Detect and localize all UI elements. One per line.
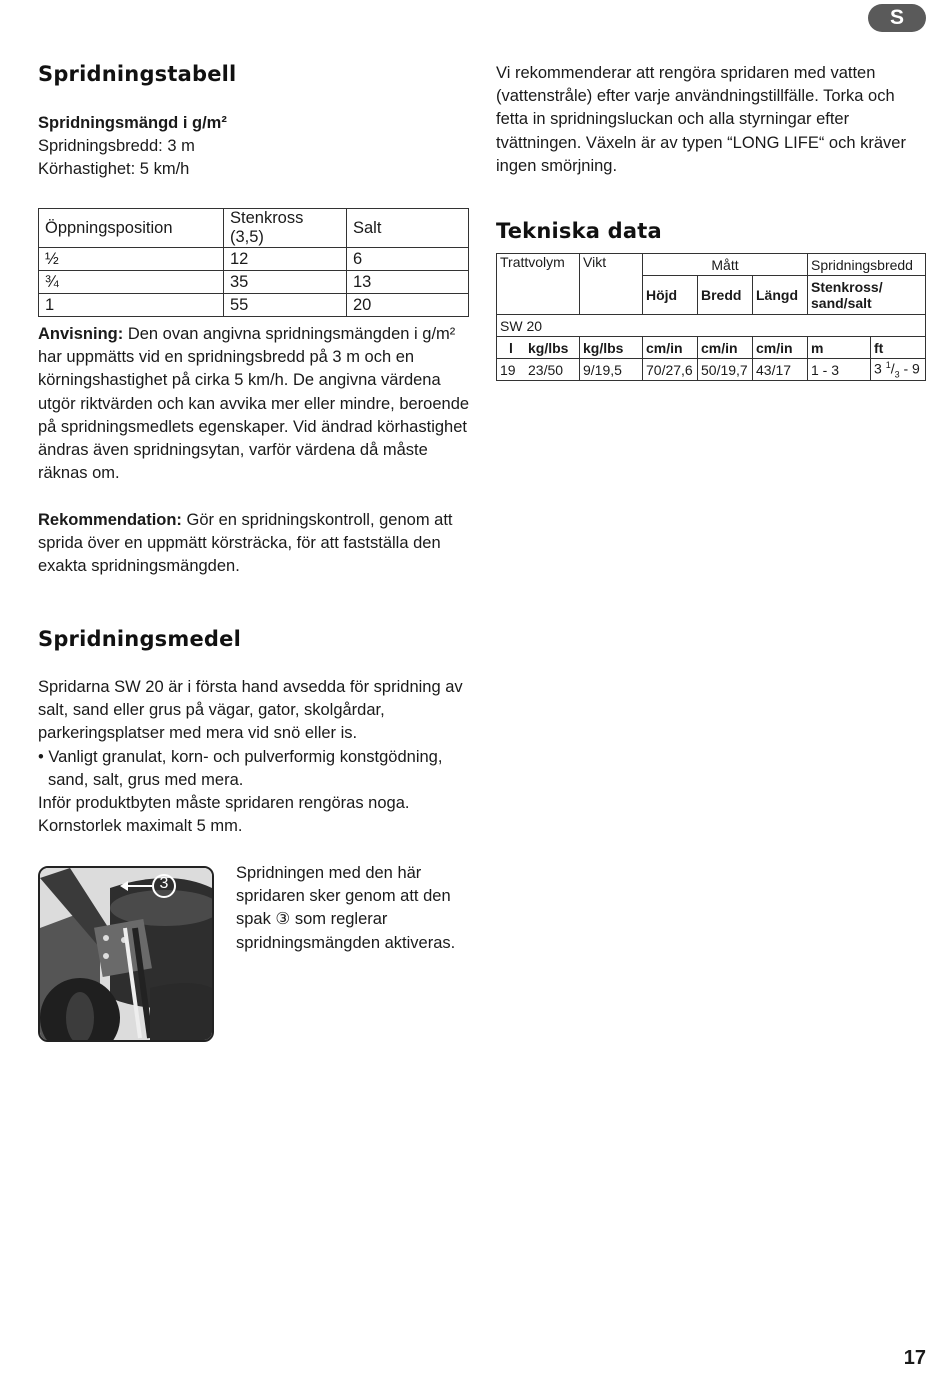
note-text: Den ovan angivna spridningsmängden i g/m² har uppmätts vid en spridningsbredd på 3 m och en körningshastighet på cirka 5 km/h. De angivna värdena utgör riktvärden och kan avvika mer eller mindre, beroende på spridningsmedlets egenskaper. Vid ändrad körhastighet ändras även spridningsytan, varför värdena då måste räknas om. xyxy=(38,325,470,483)
table-cell: 12 xyxy=(224,248,347,271)
unit-cell: m xyxy=(808,337,871,359)
header-material: Stenkross/ sand/salt xyxy=(808,276,926,315)
spreading-agent-body xyxy=(38,676,468,838)
unit-cell: l xyxy=(497,337,526,359)
table-row xyxy=(39,294,469,317)
table-header-row xyxy=(39,209,469,248)
table-cell: 6 xyxy=(347,248,469,271)
table-cell: 1 xyxy=(39,294,224,317)
header-salt: Salt xyxy=(347,209,469,248)
table-row xyxy=(497,337,926,359)
table-cell: 13 xyxy=(347,271,469,294)
unit-cell: cm/in xyxy=(698,337,753,359)
header-weight: Vikt xyxy=(580,254,643,315)
technical-data-title: Tekniska data xyxy=(496,219,662,243)
lever-description: Spridningen med den här spridaren sker genom att den spak ③ som reglerar spridningsmängden aktiveras. xyxy=(236,864,456,952)
spreading-table xyxy=(38,208,469,317)
table-cell: ¾ xyxy=(39,271,224,294)
table-row xyxy=(497,315,926,337)
cleaning-paragraph: Vi rekommenderar att rengöra spridaren med vatten (vattenstråle) efter varje användningstillfälle. Torka och fetta in spridningsluckan och alla styrningar efter tvättningen. Växeln är av typen “LONG LIFE“ och kräver ingen smörjning. xyxy=(496,64,906,175)
unit-cell: cm/in xyxy=(753,337,808,359)
header-dimensions: Mått xyxy=(643,254,808,276)
table-header-row xyxy=(497,254,926,276)
language-badge: S xyxy=(868,4,926,32)
recommendation-paragraph xyxy=(38,509,470,579)
note-label: Anvisning: xyxy=(38,325,124,343)
value-cell: 19 xyxy=(497,359,526,381)
table-cell: ½ xyxy=(39,248,224,271)
table-row xyxy=(39,271,469,294)
product-change-paragraph: Inför produktbyten måste spridaren rengöras noga. Kornstorlek maximalt 5 mm. xyxy=(38,794,410,836)
table-row xyxy=(497,359,926,381)
header-height: Höjd xyxy=(643,276,698,315)
material-list xyxy=(38,746,468,792)
value-cell: 1 - 3 xyxy=(808,359,871,381)
header-hopper-volume: Trattvolym xyxy=(497,254,580,315)
value-cell: 23/50 xyxy=(525,359,580,381)
ft-whole: 3 xyxy=(874,360,886,377)
driving-speed-line: Körhastighet: 5 km/h xyxy=(38,160,190,179)
unit-cell: kg/lbs xyxy=(525,337,580,359)
spreading-agent-paragraph: Spridarna SW 20 är i första hand avsedda för spridning av salt, sand eller grus på vägar, gator, skolgårdar, parkeringsplatser med mera vid snö eller is. xyxy=(38,678,463,743)
ft-rest: - 9 xyxy=(899,360,920,377)
header-spreading-width: Spridningsbredd xyxy=(808,254,926,276)
header-width: Bredd xyxy=(698,276,753,315)
value-cell: 43/17 xyxy=(753,359,808,381)
unit-cell: kg/lbs xyxy=(580,337,643,359)
spreading-amount-label: Spridningsmängd i g/m² xyxy=(38,114,227,132)
lever-callout-number: 3 xyxy=(159,875,169,892)
page-number: 17 xyxy=(903,1347,926,1369)
table-cell: 20 xyxy=(347,294,469,317)
header-opening-position: Öppningsposition xyxy=(39,209,224,248)
table-cell: 55 xyxy=(224,294,347,317)
value-cell-ft: 3 $^1/_3 - 9$ xyxy=(871,359,926,381)
spreader-lever-illustration xyxy=(40,868,212,1040)
note-paragraph xyxy=(38,323,470,485)
header-length: Längd xyxy=(753,276,808,315)
value-cell: 50/19,7 xyxy=(698,359,753,381)
spreader-lever-figure xyxy=(38,866,214,1042)
spreading-agent-title: Spridningsmedel xyxy=(38,627,241,651)
list-item: • Vanligt granulat, korn- och pulverformig konstgödning, sand, salt, grus med mera. xyxy=(38,747,443,789)
value-cell: 70/27,6 xyxy=(643,359,698,381)
spreading-width-line: Spridningsbredd: 3 m xyxy=(38,137,195,156)
table-row xyxy=(39,248,469,271)
unit-cell: cm/in xyxy=(643,337,698,359)
value-cell: 9/19,5 xyxy=(580,359,643,381)
model-cell: SW 20 xyxy=(497,315,926,337)
technical-data-table xyxy=(496,253,926,381)
table-cell: 35 xyxy=(224,271,347,294)
ft-numerator: 1 xyxy=(885,359,891,370)
spreading-settings xyxy=(38,112,468,182)
header-crushed-stone: Stenkross (3,5) xyxy=(224,209,347,248)
unit-cell: ft xyxy=(871,337,926,359)
spreading-table-title: Spridningstabell xyxy=(38,62,237,86)
recommendation-text: Gör en spridningskontroll, genom att sprida över en uppmätt körsträcka, för att fastställa den exakta spridningsmängden. xyxy=(38,511,453,576)
ft-denominator: 3 xyxy=(894,369,900,380)
recommendation-label: Rekommendation: xyxy=(38,511,182,529)
